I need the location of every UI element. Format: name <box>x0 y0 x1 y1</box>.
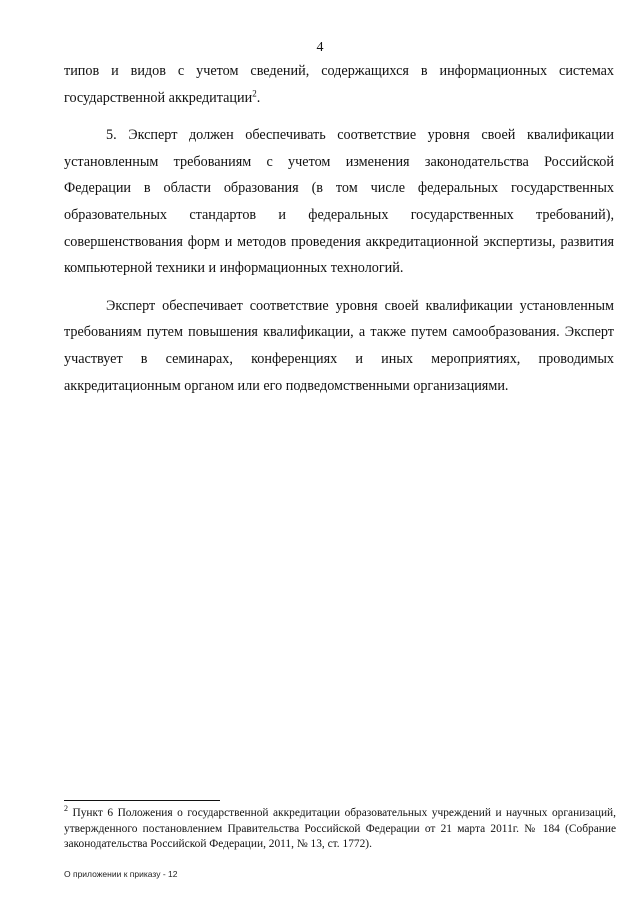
paragraph-1-end: . <box>256 89 261 106</box>
footnote-separator <box>64 800 220 801</box>
paragraph-1-text: типов и видов с учетом сведений, содержащихся в информационных системах государственной аккредитации <box>64 63 614 106</box>
page-footer: О приложении к приказу - 12 <box>64 869 178 879</box>
paragraph-2: 5. Эксперт должен обеспечивать соответствие уровня своей квалификации установленным требованиям с учетом изменения законодательства Российской Федерации в области образования (в том числе федеральных государственных образовательных стандартов и федеральных государственных требований), совершенствования форм и методов проведения аккредитационной экспертизы, развития компьютерной техники и информационных технологий. <box>64 127 614 277</box>
page-number: 4 <box>316 40 324 55</box>
footnote-text: Пункт 6 Положения о государственной аккредитации образовательных учреждений и научных организаций, утвержденного постановлением Правительства Российской Федерации от 21 марта 2011г. № 184 (Собрание законодательства Российской Федерации, 2011, № 13, ст. 1772). <box>64 807 616 850</box>
paragraph-1 <box>64 58 614 111</box>
footnote-reference: 2 <box>252 87 257 98</box>
footnote-mark: 2 <box>64 804 68 814</box>
footnote <box>64 806 616 853</box>
paragraph-3: Эксперт обеспечивает соответствие уровня своей квалификации установленным требованиям путем повышения квалификации, а также путем самообразования. Эксперт участвует в семинарах, конференциях и иных мероприятиях, проводимых аккредитационным органом или его подведомственными организациями. <box>64 297 614 394</box>
document-body <box>64 58 614 399</box>
